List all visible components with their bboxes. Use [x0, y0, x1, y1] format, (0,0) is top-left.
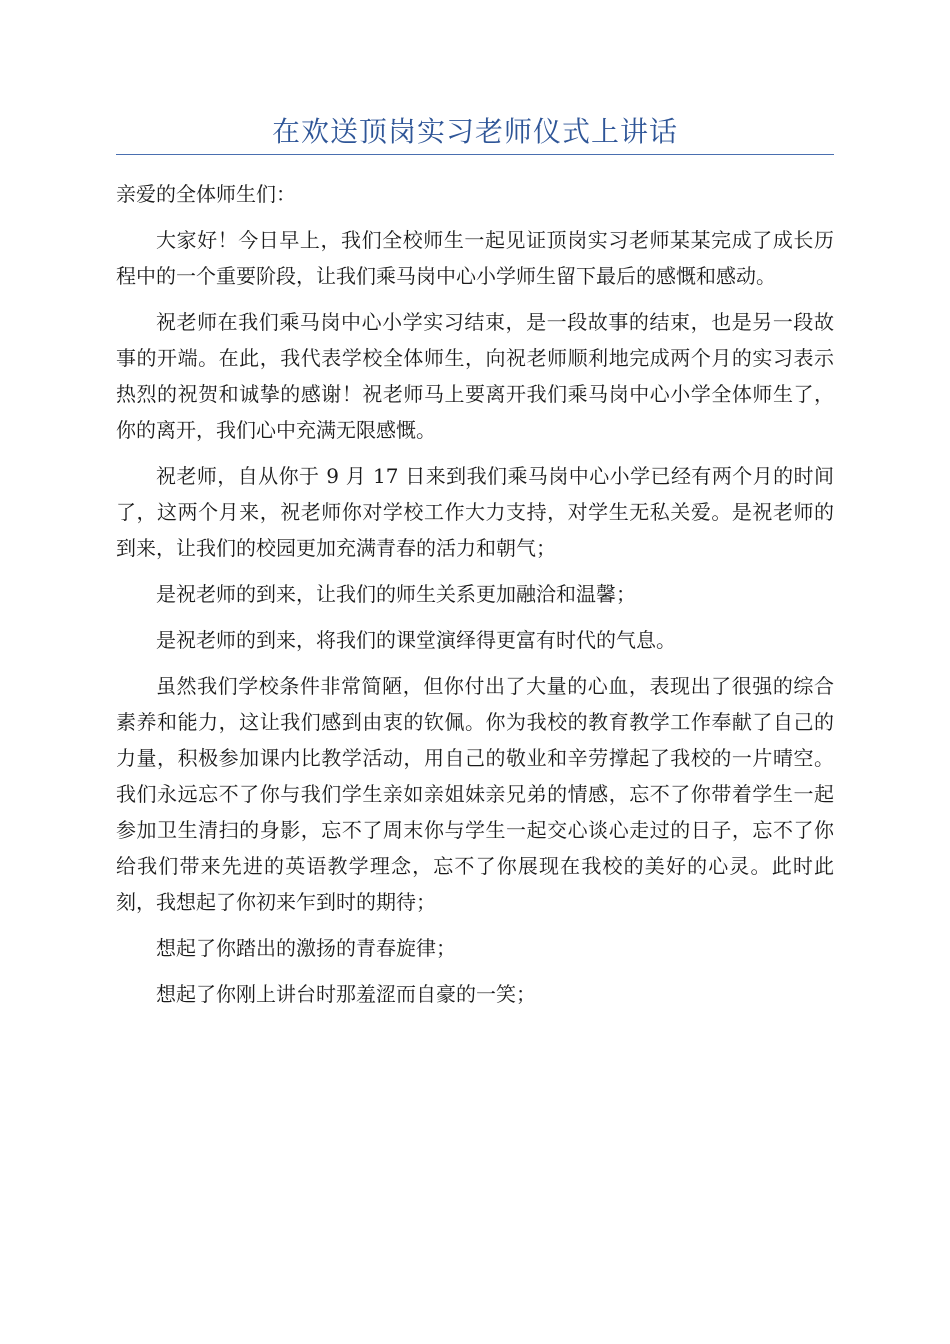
paragraph: 祝老师在我们乘马岗中心小学实习结束，是一段故事的结束，也是另一段故事的开端。在此，我代表学校全体师生，向祝老师顺利地完成两个月的实习表示热烈的祝贺和诚挚的感谢！祝老师马上要离开我们乘马岗中心小学全体师生了，你的离开，我们心中充满无限感慨。: [116, 310, 834, 442]
paragraph: 想起了你踏出的激扬的青春旋律；: [156, 936, 456, 960]
paragraph: 是祝老师的到来，让我们的师生关系更加融洽和温馨；: [156, 582, 636, 606]
paragraph: 虽然我们学校条件非常简陋，但你付出了大量的心血，表现出了很强的综合素养和能力，这让我们感到由衷的钦佩。你为我校的教育教学工作奉献了自己的力量，积极参加课内比教学活动，用自己的敬业和辛劳撑起了我校的一片晴空。我们永远忘不了你与我们学生亲如亲姐妹亲兄弟的情感，忘不了你带着学生一起参加卫生清扫的身影，忘不了周末你与学生一起交心谈心走过的日子，忘不了你给我们带来先进的英语教学理念，忘不了你展现在我校的美好的心灵。此时此刻，我想起了你初来乍到时的期待；: [116, 674, 834, 914]
paragraph: 祝老师，自从你于 9 月 17 日来到我们乘马岗中心小学已经有两个月的时间了，这两个月来，祝老师你对学校工作大力支持，对学生无私关爱。是祝老师的到来，让我们的校园更加充满青春的活力和朝气；: [116, 464, 834, 560]
title-underline: [116, 154, 834, 155]
paragraph: 想起了你刚上讲台时那羞涩而自豪的一笑；: [156, 982, 536, 1006]
paragraph: 是祝老师的到来，将我们的课堂演绎得更富有时代的气息。: [156, 628, 676, 652]
document-body: [116, 176, 834, 1022]
paragraph: 大家好！今日早上，我们全校师生一起见证顶岗实习老师某某完成了成长历程中的一个重要阶段，让我们乘马岗中心小学师生留下最后的感慨和感动。: [116, 228, 834, 288]
greeting: 亲爱的全体师生们：: [116, 182, 296, 206]
document-title: 在欢送顶岗实习老师仪式上讲话: [271, 115, 678, 148]
